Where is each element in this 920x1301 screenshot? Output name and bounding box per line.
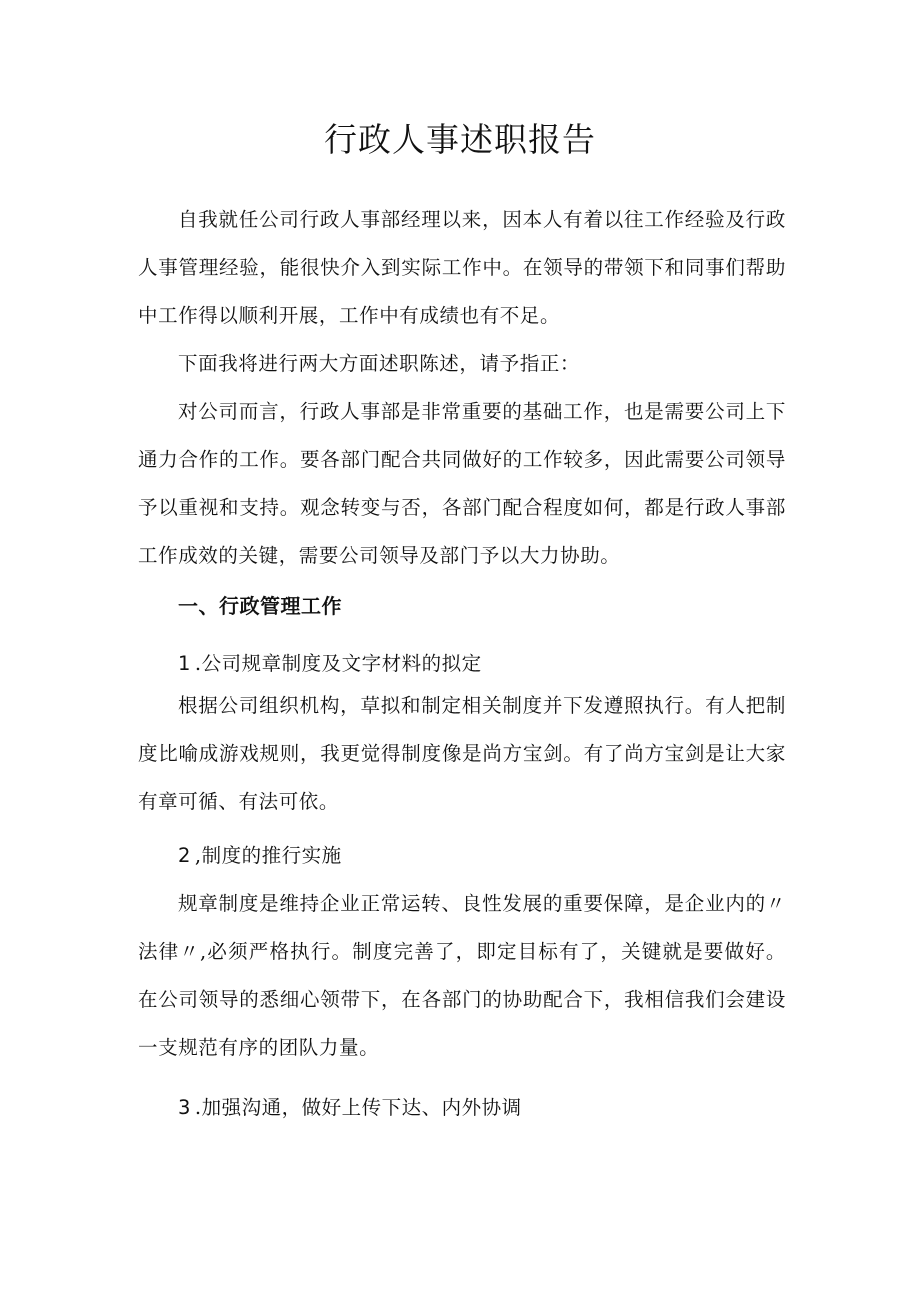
subheading-1 <box>178 640 482 688</box>
subheading-2 <box>178 832 342 880</box>
subheading-1-text: .公司规章制度及文字材料的拟定 <box>194 652 482 675</box>
subheading-2-text: ,制度的推行实施 <box>194 844 342 867</box>
subheading-3-number: 3 <box>178 1096 191 1119</box>
section-heading: 一、行政管理工作 <box>178 594 342 618</box>
document-title: 行政人事述职报告 <box>324 120 596 159</box>
paragraph-importance: 对公司而言，行政人事部是非常重要的基础工作，也是需要公司上下通力合作的工作。要各部门配合共同做好的工作较多，因此需要公司领导予以重视和支持。观念转变与否，各部门配合程度如何，都是行政人事部工作成效的关键，需要公司领导及部门予以大力协助。 <box>138 400 786 567</box>
paragraph-rules-drafting: 根据公司组织机构，草拟和制定相关制度并下发遵照执行。有人把制度比喻成游戏规则，我更觉得制度像是尚方宝剑。有了尚方宝剑是让大家有章可循、有法可依。 <box>138 694 786 813</box>
subheading-2-number: 2 <box>178 844 191 867</box>
paragraph-intro: 自我就任公司行政人事部经理以来，因本人有着以往工作经验及行政人事管理经验，能很快介入到实际工作中。在领导的带领下和同事们帮助中工作得以顺利开展，工作中有成绩也有不足。 <box>138 208 786 327</box>
subheading-3-text: .加强沟通，做好上传下达、内外协调 <box>194 1096 522 1119</box>
subheading-1-number: 1 <box>178 652 191 675</box>
paragraph-rules-implementation: 规章制度是维持企业正常运转、良性发展的重要保障，是企业内的〃法律〃,必须严格执行。制度完善了，即定目标有了，关键就是要做好。在公司领导的悉细心领带下，在各部门的协助配合下，我相信我们会建设一支规范有序的团队力量。 <box>138 892 786 1059</box>
subheading-3 <box>178 1084 522 1132</box>
paragraph-outline: 下面我将进行两大方面述职陈述，请予指正： <box>178 352 581 375</box>
